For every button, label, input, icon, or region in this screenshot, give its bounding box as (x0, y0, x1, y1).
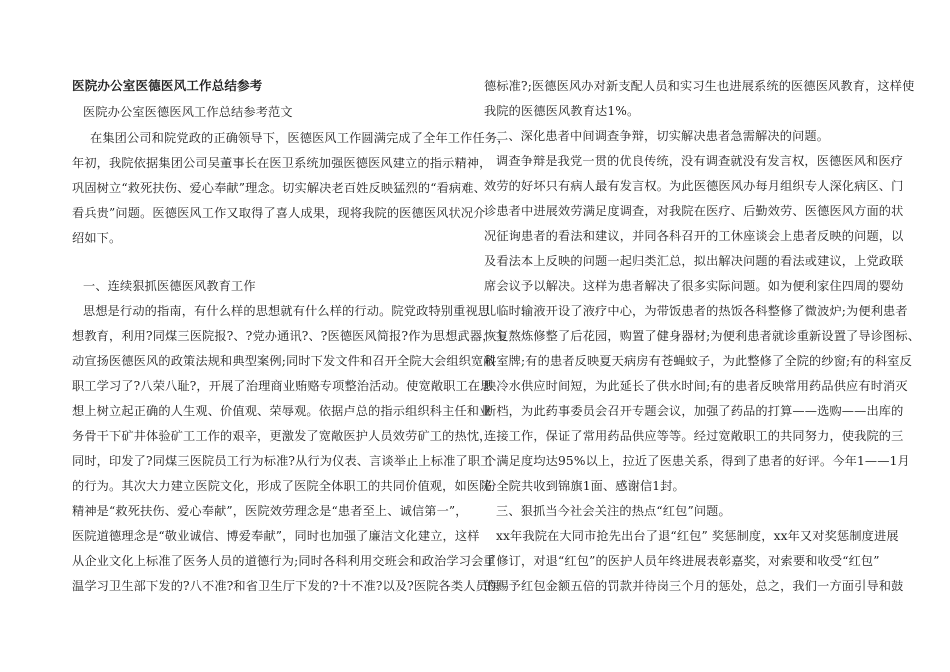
paragraph-line: 连接工作，保证了常用药品供应等等。经过宽敞职工的共同努力，使我院的三 (484, 429, 904, 443)
paragraph-line: 我院的医德医风教育达1%。 (484, 104, 640, 118)
paragraph-line: 的行为。其次大力建立医院文化，形成了医院全体职工的共同价值观，如医院 (72, 479, 492, 493)
paragraph-line: 儿临时输液开设了液疗中心，为带饭患者的热饭各科整修了微波炉;为便利患者 (484, 304, 908, 318)
paragraph-line: 绍如下。 (72, 231, 122, 245)
subtitle-line: 医院办公室医德医风工作总结参考范文 (83, 105, 293, 119)
paragraph-line: 精神是“救死扶伤、爱心奉献”，医院效劳理念是“患者至上、诚信第一”， (72, 504, 468, 518)
paragraph-line: 想教育，利用?同煤三医院报?、?党办通讯?、?医德医风简报?作为思想武器，主 (72, 329, 507, 343)
paragraph-line: 诊患者中进展效劳满足度调查，对我院在医疗、后勤效劳、医德医风方面的状 (484, 204, 904, 218)
document-title: 医院办公室医德医风工作总结参考 (72, 78, 263, 93)
section-heading: 二、深化患者中间调查争辩，切实解决患者急需解决的问题。 (496, 129, 830, 143)
paragraph-line: 职工学习了?八荣八耻?，开展了治理商业贿赂专项整治活动。使宽敞职工在思 (72, 379, 493, 393)
paragraph-line: 想上树立起正确的人生观、价值观、荣辱观。依据卢总的指示组织科主任和业 (72, 404, 492, 418)
paragraph-line: 席会议予以解决。这样为患者解决了很多实际问题。如为便利家住四周的婴幼 (484, 279, 904, 293)
paragraph-line: 个满足度均达95%以上，拉近了医患关系，得到了患者的好评。今年1——1月 (484, 454, 910, 468)
paragraph-line: 务骨干下矿井体验矿工工作的艰辛，更激发了宽敞医护人员效劳矿工的热忱， (72, 429, 492, 443)
section-heading: 三、狠抓当今社会关注的热点“红包”问题。 (496, 504, 731, 518)
paragraph-line: 同时，印发了?同煤三医院员工行为标准?从行为仪表、言谈举止上标准了职工 (72, 454, 493, 468)
section-heading: 一、连续狠抓医德医风教育工作 (83, 279, 256, 293)
paragraph-line: 况征询患者的看法和建议，并同各科召开的工休座谈会上患者反映的问题，以 (484, 229, 904, 243)
paragraph-line: 思想是行动的指南，有什么样的思想就有什么样的行动。院党政特别重视思 (83, 304, 491, 318)
paragraph-line: 恢复熬炼修整了后花园，购置了健身器材;为便利患者就诊重新设置了导诊图标、 (484, 329, 921, 343)
paragraph-line: 年初，我院依据集团公司吴董事长在医卫系统加强医德医风建立的指示精神， (72, 156, 492, 170)
paragraph-line: xx年我院在大同市抢先出台了退“红包” 奖惩制度，xx年又对奖惩制度进展 (496, 529, 899, 543)
paragraph-line: 看兵贵”问题。医德医风工作又取得了喜人成果，现将我院的医德医风状况介 (72, 206, 486, 220)
paragraph-line: 动宣扬医德医风的政策法规和典型案例;同时下发文件和召开全院大会组织宽敞 (72, 354, 496, 368)
paragraph-line: 巩固树立“救死扶伤、爱心奉献”理念。切实解决老百姓反映猛烈的“看病难、 (72, 181, 486, 195)
paragraph-line: 映冷水供应时间短，为此延长了供水时间;有的患者反映常用药品供应有时消灭 (484, 379, 908, 393)
paragraph-line: 调查争辩是我党一贯的优良传统，没有调查就没有发言权，医德医风和医疗 (496, 154, 904, 168)
paragraph-line: 了修订，对退“红包”的医护人员年终进展表彰嘉奖，对索要和收受“红包” (484, 554, 880, 568)
paragraph-line: 温学习卫生部下发的?八不准?和省卫生厅下发的?十不准?以及?医院各类人员医 (72, 579, 501, 593)
paragraph-line: 从企业文化上标准了医务人员的道德行为;同时各科利用交班会和政治学习会重 (72, 554, 496, 568)
paragraph-line: 科室牌;有的患者反映夏天病房有苍蝇蚊子，为此整修了全院的纱窗;有的科室反 (484, 354, 912, 368)
paragraph-line: 医院道德理念是“敬业诚信、博爱奉献”，同时也加强了廉洁文化建立，这样 (72, 529, 480, 543)
paragraph-line: 及看法本上反映的问题一起归类汇总，拟出解决问题的看法或建议，上党政联 (484, 254, 904, 268)
paragraph-line: 德标准?;医德医风办对新支配人员和实习生也进展系统的医德医风教育，这样使 (484, 79, 915, 93)
paragraph-line: 份全院共收到锦旗1面、感谢信1封。 (484, 479, 685, 493)
paragraph-line: 断档，为此药事委员会召开专题会议，加强了药品的打算——选购——出库的 (484, 404, 904, 418)
paragraph-line: 在集团公司和院党政的正确领导下，医德医风工作圆满完成了全年工作任务， (90, 131, 510, 145)
paragraph-line: 效劳的好坏只有病人最有发言权。为此医德医风办每月组织专人深化病区、门 (484, 179, 904, 193)
paragraph-line: 的赐予红包金额五倍的罚款并待岗三个月的惩处，总之，我们一方面引导和鼓 (484, 579, 904, 593)
